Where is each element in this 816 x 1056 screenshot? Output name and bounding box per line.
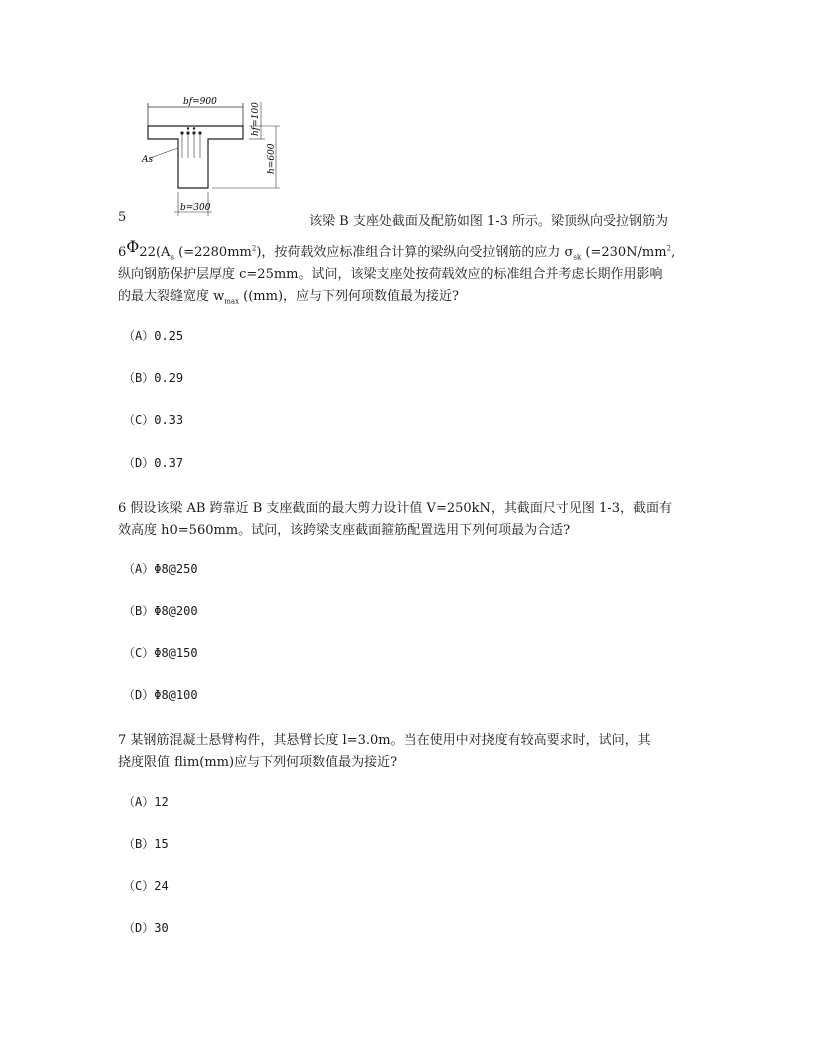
q7-option-c[interactable]: （C）24 [123, 879, 169, 893]
q5-number: 5 [118, 210, 127, 225]
q5-line2-sub-s: s [170, 253, 175, 262]
q5-number-repeat: 6 [118, 245, 127, 260]
q6-line2: 效高度 h0=560mm。试问，该跨梁支座截面箍筋配置选用下列何项最为合适? [118, 523, 571, 538]
q7-option-b[interactable]: （B）15 [123, 837, 169, 851]
q5-line4-a: 的最大裂缝宽度 w [118, 289, 225, 304]
q7-line1: 7 某钢筋混凝土悬臂构件，其悬臂长度 l=3.0m。当在使用中对挠度有较高要求时，试问，其 [118, 733, 651, 748]
beam-section-figure [130, 92, 290, 222]
q6-option-c[interactable]: （C）Φ8@150 [123, 646, 198, 660]
q5-option-a[interactable]: （A）0.25 [123, 329, 184, 343]
q5-line3: 纵向钢筋保护层厚度 c=25mm。试问，该梁支座处按荷载效应的标准组合并考虑长期作用影响 [118, 267, 663, 282]
q7-option-a[interactable]: （A）12 [123, 795, 169, 809]
q5-line2-b: (=2280mm [174, 245, 252, 260]
q5-option-d[interactable]: （D）0.37 [123, 456, 184, 470]
q5-line4-b: ((mm)，应与下列何项数值最为接近? [239, 289, 460, 304]
q5-line2-sup-b: 2 [666, 244, 672, 253]
q5-option-c[interactable]: （C）0.33 [123, 413, 184, 427]
figure-h-label: h=600 [267, 143, 277, 174]
q5-line2-c: )，按荷载效应标准组合计算的梁纵向受拉钢筋的应力 σ [256, 245, 574, 260]
q5-line1: 该梁 B 支座处截面及配筋如图 1-3 所示。梁顶纵向受拉钢筋为 [309, 214, 669, 229]
q5-line2 [118, 237, 676, 262]
q5-line2-d: (=230N/mm [581, 245, 667, 260]
q5-line4 [118, 285, 459, 306]
figure-bf-label: bf=900 [183, 97, 217, 107]
q6-option-b[interactable]: （B）Φ8@200 [123, 604, 198, 618]
q5-line2-sub-sk: sk [573, 253, 582, 262]
q5-option-b[interactable]: （B）0.29 [123, 371, 184, 385]
q6-option-d[interactable]: （D）Φ8@100 [123, 688, 198, 702]
q6-line1: 6 假设该梁 AB 跨靠近 B 支座截面的最大剪力设计值 V=250kN，其截面尺寸见图 1-3，截面有 [118, 501, 672, 516]
figure-hf-label: hf=100 [251, 102, 261, 136]
figure-as-label: As [142, 155, 154, 165]
q5-line2-e: , [671, 245, 676, 260]
q5-line2-sup: 2 [251, 244, 257, 253]
q7-line2: 挠度限值 flim(mm)应与下列何项数值最为接近? [118, 755, 398, 770]
q7-option-d[interactable]: （D）30 [123, 921, 169, 935]
q6-option-a[interactable]: （A）Φ8@250 [123, 562, 198, 576]
q5-line2-a: 22(A [139, 245, 171, 260]
rebar-symbol: Φ [126, 237, 140, 256]
q5-line4-sub: max [224, 297, 240, 306]
figure-b-label: b=300 [180, 203, 211, 213]
